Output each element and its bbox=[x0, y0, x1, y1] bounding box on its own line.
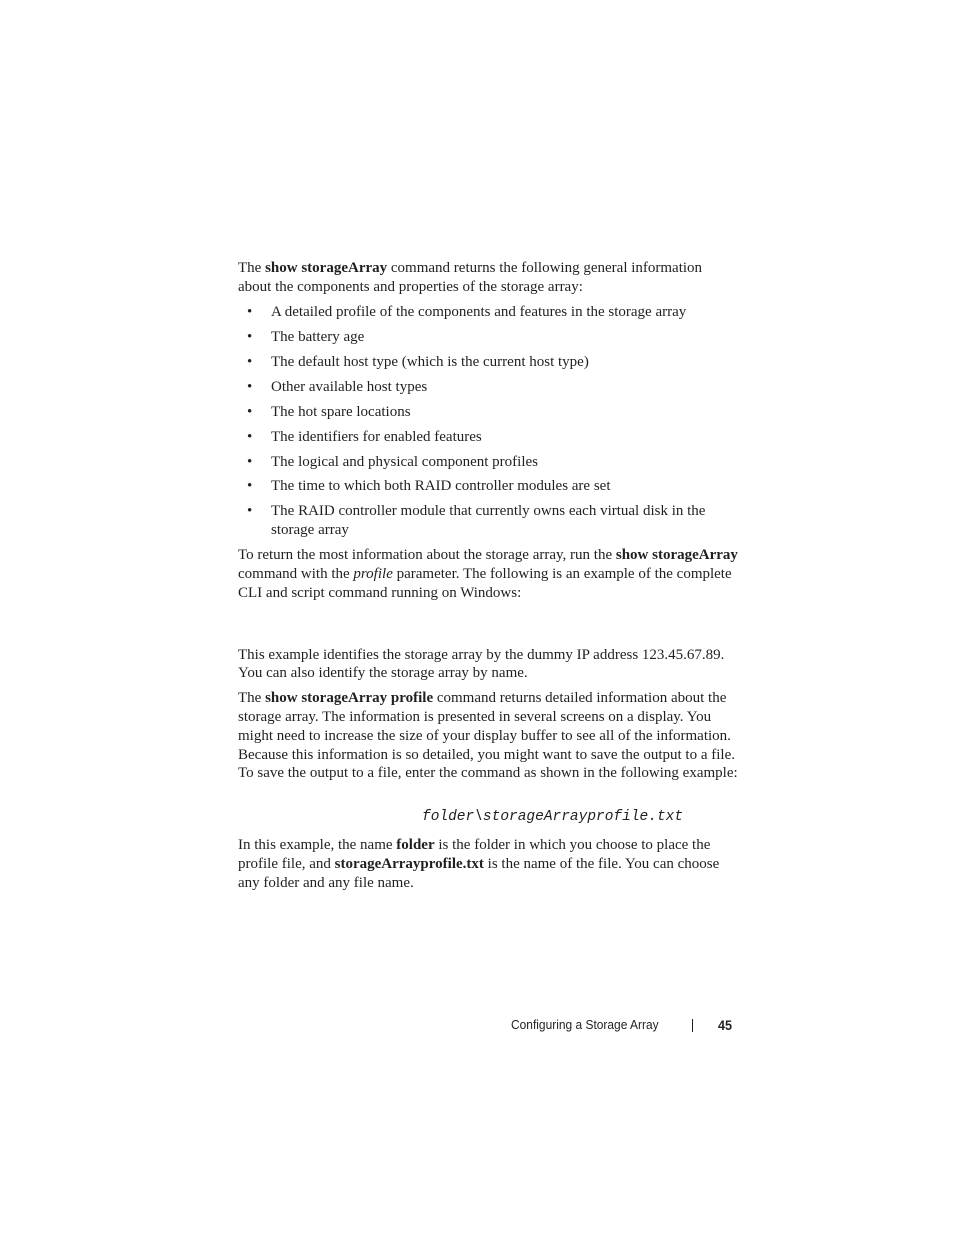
profile-text-2: command returns detailed information about the storage array. The information is presented in several screens on a display. You might need to increase the size of your display buffer to see all of the information. Because this information is so detailed, you might want to save the output to a file. To save the output to a file, enter the command as shown in the following example: bbox=[238, 690, 738, 782]
bullet-icon: • bbox=[247, 353, 253, 370]
list-item-text: The logical and physical component profiles bbox=[271, 453, 539, 470]
bullet-icon: • bbox=[247, 453, 253, 470]
bullet-icon: • bbox=[247, 303, 253, 320]
list-item-text: A detailed profile of the components and features in the storage array bbox=[271, 303, 687, 320]
return-info-paragraph bbox=[238, 546, 738, 602]
return-command: show storageArray bbox=[615, 547, 738, 564]
list-item-text: The identifiers for enabled features bbox=[271, 428, 482, 445]
folder-term: folder bbox=[396, 837, 435, 854]
bullet-icon: • bbox=[247, 428, 253, 445]
bullet-icon: • bbox=[247, 328, 253, 345]
intro-paragraph bbox=[238, 259, 738, 297]
list-item-text: The hot spare locations bbox=[271, 403, 411, 420]
spacer bbox=[238, 603, 738, 646]
list-item-text: Other available host types bbox=[271, 378, 428, 395]
feature-list bbox=[238, 303, 738, 540]
list-item bbox=[238, 453, 738, 472]
bullet-icon: • bbox=[247, 503, 253, 520]
return-text-2: command with the bbox=[238, 566, 354, 583]
page-number: 45 bbox=[718, 1017, 733, 1033]
intro-text-2: command returns the following general information about the components and properties of the storage array: bbox=[238, 260, 703, 295]
example-paragraph: This example identifies the storage array by the dummy IP address 123.45.67.89. You can also identify the storage array by name. bbox=[238, 646, 725, 682]
page-body bbox=[238, 259, 738, 893]
profile-parameter: profile bbox=[353, 566, 393, 583]
list-item bbox=[238, 502, 738, 540]
bullet-icon: • bbox=[247, 378, 253, 395]
list-item bbox=[238, 477, 738, 496]
list-item-text: The battery age bbox=[271, 328, 365, 345]
list-item bbox=[238, 428, 738, 447]
folder-paragraph bbox=[238, 836, 738, 892]
page-footer bbox=[0, 1015, 954, 1035]
profile-command: show storageArray profile bbox=[265, 690, 434, 707]
list-item bbox=[238, 403, 738, 422]
bullet-icon: • bbox=[247, 403, 253, 420]
return-text-3: parameter. The following is an example of the complete CLI and script command running on Windows: bbox=[238, 566, 732, 601]
list-item-text: The time to which both RAID controller modules are set bbox=[271, 478, 611, 495]
list-item bbox=[238, 328, 738, 347]
folder-text-3: is the name of the file. You can choose any folder and any file name. bbox=[238, 856, 720, 891]
filename-term: storageArrayprofile.txt bbox=[334, 856, 484, 873]
folder-text-1: In this example, the name bbox=[238, 837, 397, 854]
list-item-text: The RAID controller module that currently owns each virtual disk in the storage array bbox=[271, 503, 706, 539]
return-text-1: To return the most information about the storage array, run the bbox=[238, 547, 616, 564]
footer-divider bbox=[692, 1019, 693, 1032]
list-item-text: The default host type (which is the current host type) bbox=[271, 353, 589, 370]
footer-section-title: Configuring a Storage Array bbox=[511, 1017, 659, 1032]
profile-paragraph bbox=[238, 689, 738, 783]
profile-text-1: The bbox=[238, 690, 266, 707]
list-item bbox=[238, 353, 738, 372]
folder-text-2: is the folder in which you choose to place the profile file, and bbox=[238, 837, 711, 873]
intro-text-1: The bbox=[238, 260, 266, 276]
list-item bbox=[238, 378, 738, 397]
bullet-icon: • bbox=[247, 478, 253, 495]
intro-command: show storageArray bbox=[265, 260, 388, 276]
code-example: folder\storageArrayprofile.txt bbox=[422, 809, 684, 826]
list-item bbox=[238, 303, 738, 322]
